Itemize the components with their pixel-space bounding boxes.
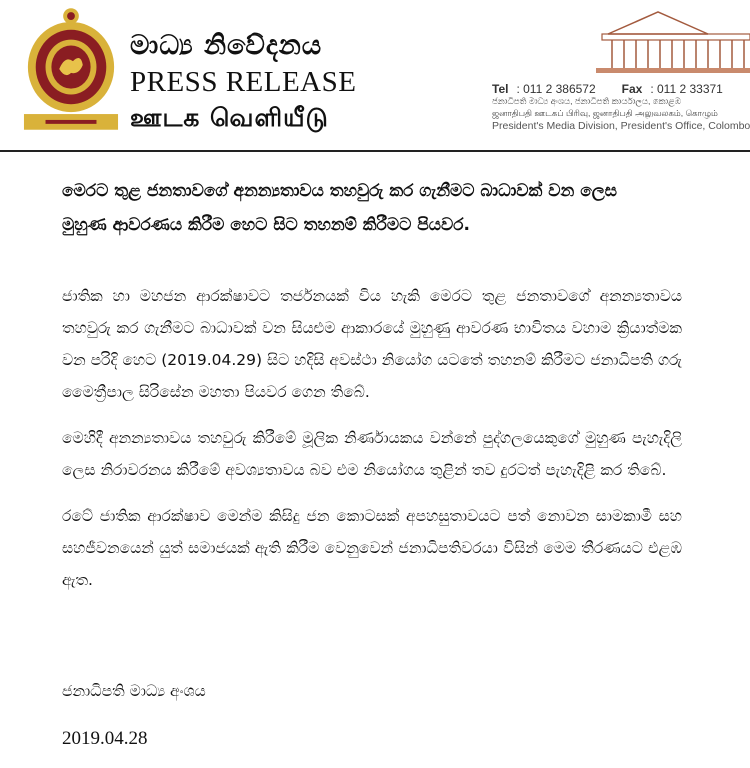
title-sinhala: මාධ්‍ය නිවේදනය [130,30,323,61]
tel-label: Tel [492,82,509,96]
letterhead [0,0,750,150]
national-emblem-icon [22,4,120,132]
fax-label: Fax [621,82,643,96]
presidential-building-icon [588,4,750,74]
paragraph-3: රටේ ජාතික ආරක්ෂාව මෙන්ම කිසිදු ජන කොටසක් අපහසුතාවයට පත් නොවන සාමකාමී සහ සහජීවනයෙන් යුත් සමාජයක් ඇති කිරීම වෙනුවෙන් ජනාධිපතිවරයා විසින් මෙම තීරණයට එළඹ ඇත. [62,507,682,589]
paragraph-2: මෙහිදී අනන්‍යතාවය තහවුරු කිරීමේ මූලික නිර්ණායකය වන්නේ පුද්ගලයෙකුගේ මුහුණ පැහැදිලි ලෙස නිරාවරනය කිරීමේ අවශ්‍යතාවය බව එම නියෝගය තුළින් තව දුරටත් පැහැදිළි කර තිබේ. [62,429,682,479]
fax-value: : 011 2 33371 [650,82,723,96]
title-english: PRESS RELEASE [130,66,357,98]
office-tamil: ஜனாதிபதி ஊடகப் பிரிவு, ஜனாதிபதி அலுவலகம், கொழும் [492,107,718,118]
signature-line: ජනාධිපති මාධ්‍ය අංශය [62,682,206,700]
document-title: මෙරට තුළ ජනතාවගේ අනන්‍යතාවය තහවුරු කර ගැනීමට බාධාවක් වන ලෙස මුහුණ ආවරණය කිරීම හෙට සිට තහනම් කිරීමට පියවර. [62,181,617,235]
document-date: 2019.04.28 [62,728,148,749]
document-body [62,280,682,610]
paragraph-1: ජාතික හා මහජන ආරක්ෂාවට තර්ජනයක් විය හැකි මෙරට තුළ ජනතාවගේ අනන්‍යතාවය තහවුරු කර ගැනීමට බාධාවක් වන සියළුම ආකාරයේ මුහුණු ආවරණ භාවිතය වහාම ක්‍රියාත්මක වන පරිදි හෙට (2019.04.29) සිට හදිසි අවස්ථා නියෝග යටතේ තහනම් කිරීමට ජනාධිපති ගරු මෛත්‍රීපාල සිරිසේන මහතා පියවර ගෙන තිබේ. [62,287,682,401]
office-english: President's Media Division, President's Office, Colombo [492,120,750,132]
contact-block [492,82,750,132]
title-tamil: ஊடக வெளியீடு [130,103,329,132]
office-sinhala: ජනාධිපති මාධ්‍ය අංශය, ජනාධිපති කාර්යාලය, කොළඹ [492,96,681,106]
tel-value: : 011 2 386572 [516,82,596,96]
header-divider [0,150,750,152]
